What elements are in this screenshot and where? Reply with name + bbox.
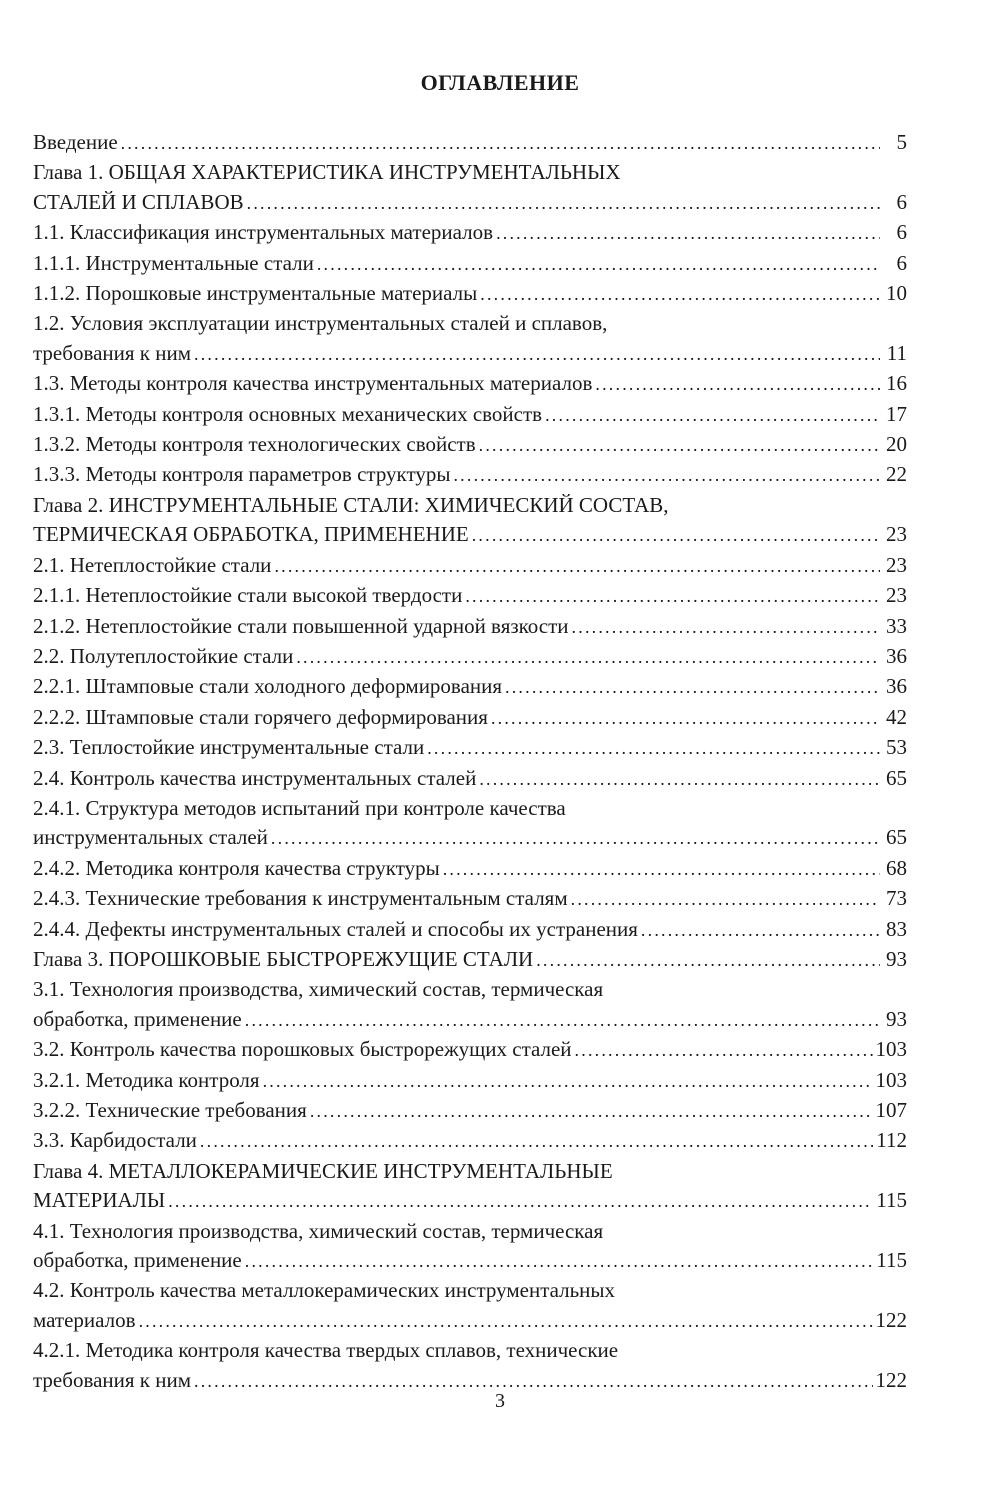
toc-entry-page: 10 [886,281,907,306]
dot-leader [274,552,880,581]
toc-entry-title-line: обработка, применение [33,1248,242,1273]
dot-leader [575,1036,873,1065]
toc-entry-title-line: 2.1.2. Нетеплостойкие стали повышенной ударной вязкости [33,613,569,638]
toc-entry-leader-line [33,703,907,733]
dot-leader [271,824,880,853]
toc-entry-leader-line [33,1066,907,1096]
dot-leader [479,431,880,460]
toc-entry-page: 93 [886,1006,907,1031]
toc-entry-title-line: 4.2.1. Методика контроля качества твердых сплавов, технические [33,1338,619,1363]
toc-entry-leader-line [33,1246,907,1276]
toc-entry[interactable] [33,672,907,702]
toc-entry-title-line: 3.3. Карбидостали [33,1128,197,1153]
toc-entry-leader-line [33,551,907,581]
toc-entry-page: 23 [886,583,907,608]
toc-entry[interactable] [33,1217,907,1277]
toc-entry-title-line: 2.4.1. Структура методов испытаний при контроле качества [33,795,566,820]
toc-entry-leader-line [33,1096,907,1126]
toc-entry-page: 65 [886,765,907,790]
toc-entry[interactable] [33,400,907,430]
toc-entry-title-line: 3.2.1. Методика контроля [33,1067,260,1092]
toc-entry-title-line: 1.3. Методы контроля качества инструментальных материалов [33,371,593,396]
toc-entry-page: 93 [886,946,907,971]
toc-entry[interactable] [33,460,907,490]
dot-leader [245,1247,874,1276]
toc-entry-leader-line [33,430,907,460]
toc-entry-title-line: 2.4.2. Методика контроля качества структуры [33,855,440,880]
dot-leader [296,643,880,672]
toc-entry-title-line: 2.4. Контроль качества инструментальных сталей [33,765,477,790]
toc-entry[interactable] [33,975,907,1035]
dot-leader [496,219,880,248]
toc-entry-page: 22 [886,462,907,487]
toc-entry-title-line: 2.4.3. Технические требования к инструментальным сталям [33,886,568,911]
toc-entry[interactable] [33,764,907,794]
toc-entry-title-line: МАТЕРИАЛЫ [33,1188,166,1213]
toc-entry-page: 115 [876,1188,907,1213]
toc-entry[interactable] [33,1336,907,1396]
toc-entry-page: 68 [886,855,907,880]
toc-entry-page: 65 [886,825,907,850]
toc-entry-leader-line [33,369,907,399]
toc-entry[interactable] [33,249,907,279]
toc-entry[interactable] [33,551,907,581]
dot-leader [443,855,880,884]
toc-entry-title-line: 2.1.1. Нетеплостойкие стали высокой твердости [33,583,463,608]
toc-entry-leader-line [33,1306,907,1336]
dot-leader [317,250,880,279]
toc-entry-leader-line [33,400,907,430]
toc-entry-page: 103 [875,1037,907,1062]
toc-entry-title-line: Введение [33,130,118,154]
dot-leader [263,1067,873,1096]
toc-entry-title-line: 2.2.2. Штамповые стали горячего деформирования [33,704,488,729]
toc-entry-title-line: обработка, применение [33,1006,242,1031]
toc-entry[interactable] [33,733,907,763]
toc-entry[interactable] [33,703,907,733]
toc-entry[interactable] [33,491,907,551]
toc-entry-page: 33 [886,613,907,638]
toc-entry[interactable] [33,915,907,945]
toc-entry[interactable] [33,1035,907,1065]
toc-entry-page: 17 [886,401,907,426]
toc-entry[interactable] [33,794,907,854]
toc-entry-page: 53 [886,735,907,760]
toc-entry-title-line: 2.2. Полутеплостойкие стали [33,643,294,668]
toc-entry-page: 6 [896,250,907,275]
toc-entry[interactable] [33,1066,907,1096]
toc-entry-leader-line [33,733,907,763]
dot-leader [310,1097,873,1126]
toc-entry-leader-line [33,188,907,218]
toc-entry-page: 115 [876,1248,907,1273]
toc-entry[interactable] [33,430,907,460]
toc-entry[interactable] [33,642,907,672]
toc-entry-page: 122 [875,1367,907,1392]
toc-entry[interactable] [33,612,907,642]
toc-entry-leader-line [33,672,907,702]
toc-entry-leader-line [33,218,907,248]
toc-entry-page: 112 [876,1128,907,1153]
toc-entry-title-line: инструментальных сталей [33,825,268,850]
toc-entry[interactable] [33,1157,907,1217]
toc-entry-leader-line [33,915,907,945]
toc-entry-page: 16 [886,371,907,396]
toc-entry-title-line: 1.1. Классификация инструментальных материалов [33,220,494,245]
toc-entry-page: 11 [886,340,907,365]
toc-entry-leader-line [33,581,907,611]
toc-entry-title-line: 1.1.1. Инструментальные стали [33,250,314,275]
dot-leader [200,1127,873,1156]
toc-entry[interactable] [33,945,907,975]
toc-entry-title-line: Глава 3. ПОРОШКОВЫЕ БЫСТРОРЕЖУЩИЕ СТАЛИ [33,946,534,971]
toc-entry[interactable] [33,128,907,158]
toc-entry-title-line: 1.3.2. Методы контроля технологических свойств [33,432,476,457]
dot-leader [571,885,880,914]
toc-entry-title-line: 1.1.2. Порошковые инструментальные материалы [33,281,478,306]
toc-entry-leader-line [33,279,907,309]
toc-entry-title-line: требования к ним [33,1367,192,1392]
dot-leader [641,916,880,945]
toc-entry[interactable] [33,1126,907,1156]
toc-entry-leader-line [33,520,907,550]
toc-entry-title-line: 4.2. Контроль качества металлокерамических инструментальных [33,1278,616,1303]
dot-leader [536,946,880,975]
page-number: 3 [495,1390,505,1412]
toc-entry-page: 5 [896,130,907,154]
toc-entry-page: 23 [886,552,907,577]
toc-entry-leader-line [33,764,907,794]
toc-entry-page: 103 [875,1067,907,1092]
dot-leader [168,1187,873,1216]
toc-entry-page: 83 [886,916,907,941]
toc-entry-leader-line [33,884,907,914]
toc-entry-leader-line [33,642,907,672]
toc-entry-page: 20 [886,432,907,457]
toc-entry-leader-line [33,1126,907,1156]
dot-leader [139,1307,873,1336]
toc-entry-title-line: 3.2. Контроль качества порошковых быстрорежущих сталей [33,1037,572,1062]
toc-entry-leader-line [33,249,907,279]
toc-entry-leader-line [33,1005,907,1035]
dot-leader [505,673,880,702]
toc-entry-title-line: материалов [33,1307,136,1332]
page-title: ОГЛАВЛЕНИЕ [420,70,580,95]
toc-entry-title-line: 2.3. Теплостойкие инструментальные стали [33,735,425,760]
dot-leader [545,401,880,430]
toc-entry[interactable] [33,581,907,611]
dot-leader [247,189,880,218]
toc-entry-leader-line [33,1035,907,1065]
toc-entry-title-line: 2.2.1. Штамповые стали холодного деформирования [33,674,503,699]
toc-entry-leader-line [33,854,907,884]
toc-entry-title-line: 1.2. Условия эксплуатации инструментальных сталей и сплавов, [33,311,608,336]
toc-entry-title-line: ТЕРМИЧЕСКАЯ ОБРАБОТКА, ПРИМЕНЕНИЕ [33,522,469,547]
toc-entry[interactable] [33,158,907,218]
toc-entry-title-line: 2.4.4. Дефекты инструментальных сталей и способы их устранения [33,916,638,941]
dot-leader [491,704,880,733]
dot-leader [121,129,880,158]
dot-leader [572,613,880,642]
dot-leader [472,521,880,550]
toc-entry-page: 36 [886,643,907,668]
toc-entry-leader-line [33,460,907,490]
dot-leader [480,280,880,309]
toc-entry-page: 6 [896,220,907,245]
toc-entry[interactable] [33,309,907,369]
dot-leader [595,370,880,399]
toc-entry-page: 73 [886,886,907,911]
toc-entry-page: 36 [886,674,907,699]
toc-entry[interactable] [33,1276,907,1336]
toc-entry[interactable] [33,884,907,914]
toc-entry-leader-line [33,128,907,158]
dot-leader [465,582,880,611]
dot-leader [245,1006,880,1035]
dot-leader [194,340,880,369]
toc-entry-page: 23 [886,522,907,547]
toc-entry-title-line: 1.3.3. Методы контроля параметров структуры [33,462,451,487]
toc-entry-page: 107 [875,1098,907,1122]
toc-entry-leader-line [33,945,907,975]
toc-entry-title-line: 3.2.2. Технические требования [33,1098,307,1122]
table-of-contents [33,128,907,1396]
dot-leader [453,461,880,490]
toc-entry-title-line: Глава 2. ИНСТРУМЕНТАЛЬНЫЕ СТАЛИ: ХИМИЧЕСКИЙ СОСТАВ, [33,492,669,517]
toc-entry[interactable] [33,369,907,399]
toc-entry-page: 122 [875,1307,907,1332]
toc-entry-title-line: СТАЛЕЙ И СПЛАВОВ [33,189,244,214]
toc-entry[interactable] [33,1096,907,1126]
toc-entry-page: 42 [886,704,907,729]
toc-entry-leader-line [33,823,907,853]
toc-entry-title-line: 3.1. Технология производства, химический состав, термическая [33,977,604,1002]
toc-entry-leader-line [33,612,907,642]
dot-leader [427,734,880,763]
toc-entry[interactable] [33,279,907,309]
toc-entry-leader-line [33,339,907,369]
toc-entry-title-line: 4.1. Технология производства, химический состав, термическая [33,1218,604,1243]
toc-entry-title-line: Глава 4. МЕТАЛЛОКЕРАМИЧЕСКИЕ ИНСТРУМЕНТАЛЬНЫЕ [33,1158,613,1183]
toc-entry-title-line: 1.3.1. Методы контроля основных механических свойств [33,401,543,426]
toc-entry-title-line: 2.1. Нетеплостойкие стали [33,552,272,577]
toc-entry-leader-line [33,1186,907,1216]
toc-entry-page: 6 [896,189,907,214]
toc-entry[interactable] [33,218,907,248]
toc-entry-title-line: Глава 1. ОБЩАЯ ХАРАКТЕРИСТИКА ИНСТРУМЕНТАЛЬНЫХ [33,160,621,185]
toc-entry[interactable] [33,854,907,884]
dot-leader [479,765,880,794]
toc-entry-title-line: требования к ним [33,340,192,365]
